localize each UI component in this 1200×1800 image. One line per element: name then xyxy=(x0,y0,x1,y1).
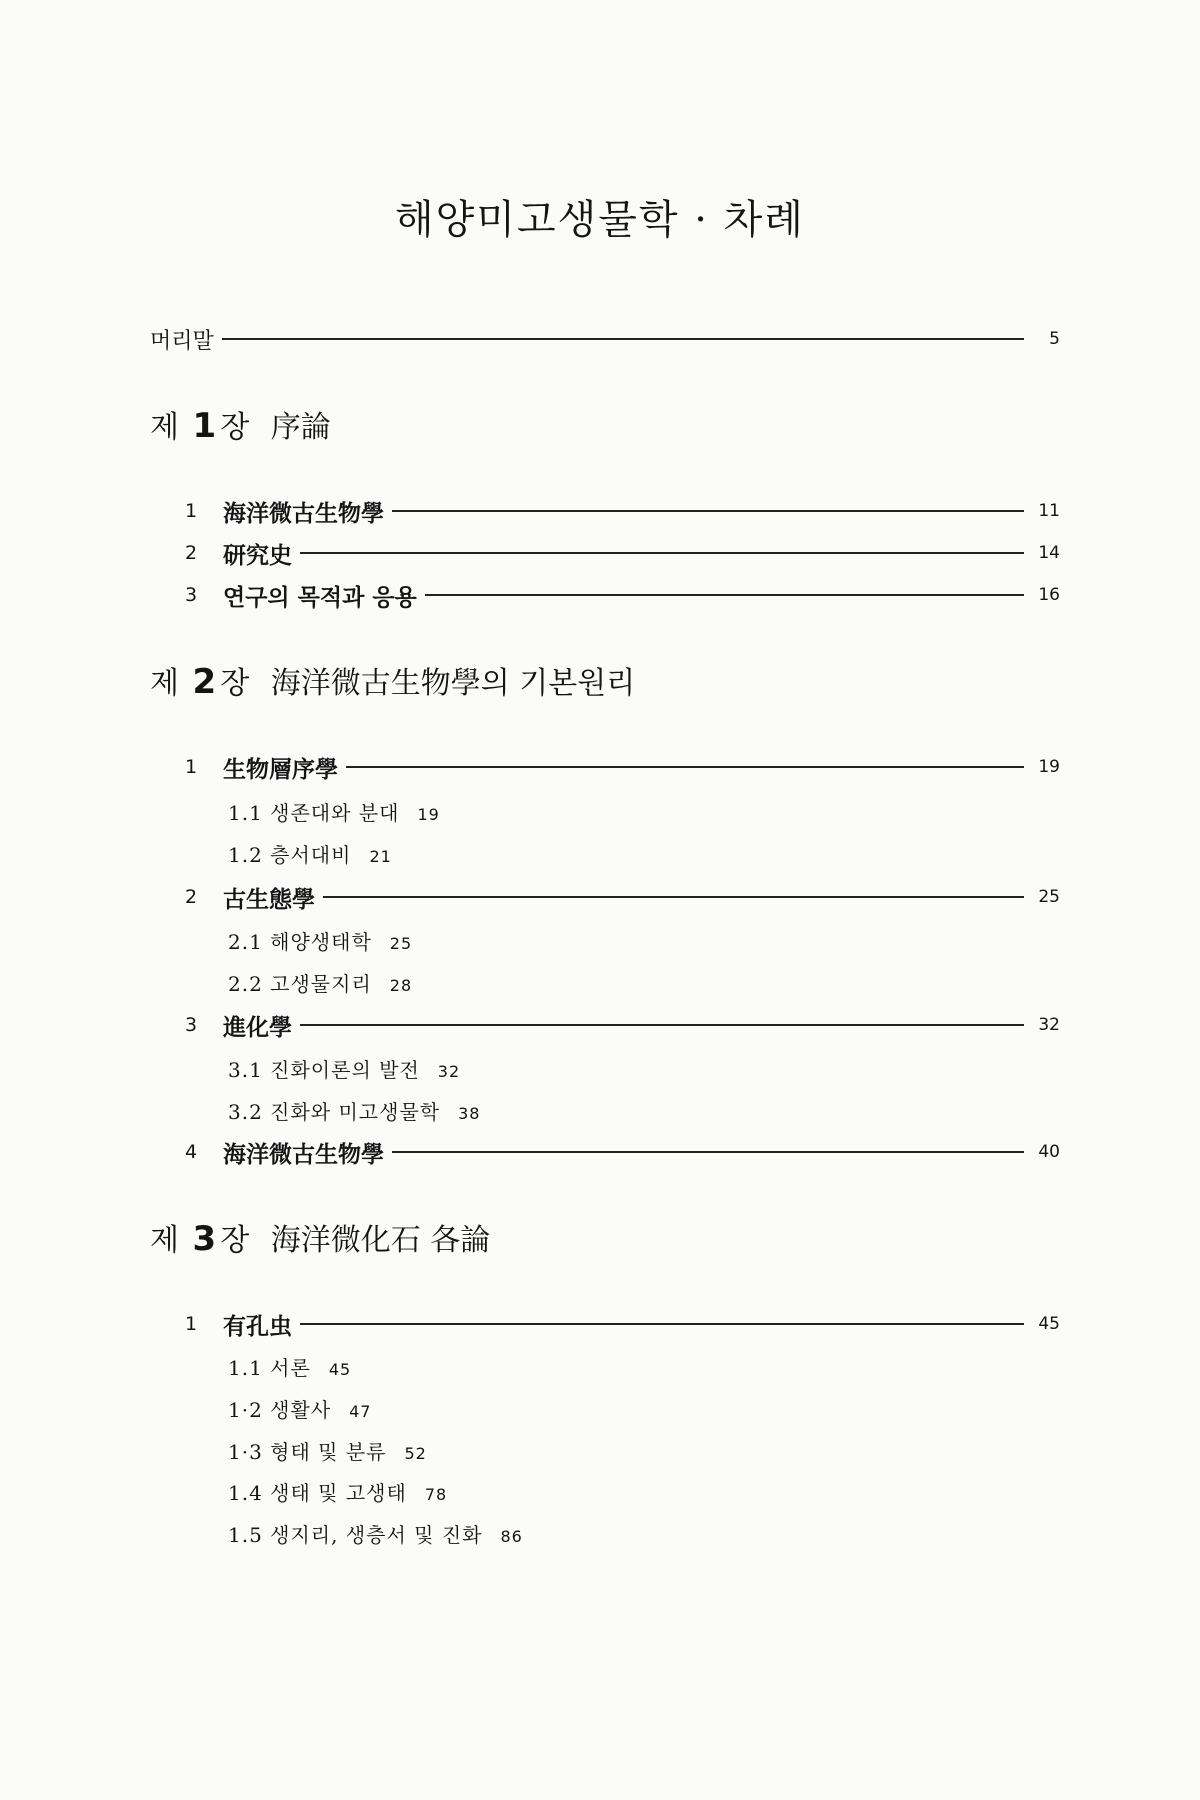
toc-entry-label: 머리말 xyxy=(150,328,214,354)
section-label: 海洋微古生物學 xyxy=(223,1141,384,1168)
subsection-label: 2.1 해양생태학 xyxy=(228,930,372,954)
page-number: 5 xyxy=(1049,329,1060,349)
dot-leader xyxy=(222,338,1024,340)
page-title: 해양미고생물학 · 차례 xyxy=(395,197,805,243)
chapter-number: 2 xyxy=(192,662,217,702)
page-number: 32 xyxy=(1038,1015,1060,1035)
chapter-prefix: 제 xyxy=(150,1223,179,1258)
section-number: 2 xyxy=(185,542,198,564)
page-number: 28 xyxy=(389,976,413,995)
toc-section[interactable] xyxy=(185,750,1060,784)
chapter-heading-3[interactable] xyxy=(150,1215,490,1259)
page-number: 14 xyxy=(1038,543,1060,563)
dot-leader xyxy=(300,1323,1024,1325)
subsection-label: 1.4 생태 및 고생태 xyxy=(228,1481,407,1505)
chapter-number: 3 xyxy=(192,1219,217,1259)
toc-subsection[interactable] xyxy=(228,839,392,868)
toc-section[interactable] xyxy=(185,494,1060,528)
page-number: 19 xyxy=(417,805,440,824)
section-number: 1 xyxy=(185,500,198,522)
page-number: 38 xyxy=(458,1104,481,1123)
chapter-number: 1 xyxy=(192,406,217,446)
toc-subsection[interactable] xyxy=(228,797,440,826)
chapter-title: 海洋微化石 各論 xyxy=(270,1223,491,1258)
subsection-label: 1·3 형태 및 분류 xyxy=(228,1440,387,1464)
toc-section[interactable] xyxy=(185,1135,1060,1169)
page-number: 45 xyxy=(328,1360,352,1379)
section-label: 연구의 목적과 응용 xyxy=(223,584,417,611)
toc-subsection[interactable] xyxy=(228,1394,371,1423)
section-number: 1 xyxy=(185,756,198,778)
page-number: 86 xyxy=(500,1527,523,1546)
dot-leader xyxy=(346,766,1024,768)
section-number: 3 xyxy=(185,1014,198,1036)
toc-entry-intro[interactable] xyxy=(150,322,1060,356)
toc-subsection[interactable] xyxy=(228,926,412,955)
subsection-label: 1·2 생활사 xyxy=(228,1398,332,1422)
section-number: 3 xyxy=(185,584,198,606)
subsection-label: 1.5 생지리, 생층서 및 진화 xyxy=(228,1523,483,1547)
section-number: 1 xyxy=(185,1313,198,1335)
subsection-label: 3.1 진화이론의 발전 xyxy=(228,1058,420,1082)
chapter-prefix: 제 xyxy=(150,666,179,701)
toc-subsection[interactable] xyxy=(228,1477,447,1506)
toc-subsection[interactable] xyxy=(228,1054,460,1083)
dot-leader xyxy=(425,594,1024,596)
toc-subsection[interactable] xyxy=(228,968,412,997)
section-number: 2 xyxy=(185,886,198,908)
dot-leader xyxy=(323,896,1024,898)
subsection-label: 3.2 진화와 미고생물학 xyxy=(228,1100,441,1124)
page-number: 45 xyxy=(1038,1314,1060,1334)
toc-subsection[interactable] xyxy=(228,1096,480,1125)
page-number: 19 xyxy=(1038,757,1060,777)
chapter-suffix: 장 xyxy=(220,1223,250,1258)
page-number: 52 xyxy=(404,1444,427,1463)
chapter-heading-1[interactable] xyxy=(150,402,331,446)
page-number: 47 xyxy=(349,1402,372,1421)
section-number: 4 xyxy=(185,1141,198,1163)
page-number: 21 xyxy=(369,847,392,866)
page-number: 25 xyxy=(389,934,413,953)
toc-subsection[interactable] xyxy=(228,1352,351,1381)
section-label: 研究史 xyxy=(223,542,292,569)
subsection-label: 1.1 생존대와 분대 xyxy=(228,801,400,825)
page-number: 16 xyxy=(1038,585,1060,605)
page-number: 78 xyxy=(424,1485,448,1504)
section-label: 古生態學 xyxy=(223,886,315,913)
dot-leader xyxy=(392,1151,1024,1153)
dot-leader xyxy=(300,552,1024,554)
page-number: 25 xyxy=(1038,887,1060,907)
chapter-heading-2[interactable] xyxy=(150,658,635,702)
toc-subsection[interactable] xyxy=(228,1519,523,1548)
toc-section[interactable] xyxy=(185,880,1060,914)
toc-section[interactable] xyxy=(185,1307,1060,1341)
toc-subsection[interactable] xyxy=(228,1436,427,1465)
chapter-title: 海洋微古生物學의 기본원리 xyxy=(270,666,636,701)
chapter-suffix: 장 xyxy=(220,410,250,445)
page-number: 32 xyxy=(437,1062,461,1081)
section-label: 海洋微古生物學 xyxy=(223,500,384,527)
dot-leader xyxy=(392,510,1024,512)
subsection-label: 1.2 층서대비 xyxy=(228,843,352,867)
toc-section[interactable] xyxy=(185,1008,1060,1042)
page-number: 40 xyxy=(1038,1142,1060,1162)
toc-section[interactable] xyxy=(185,578,1060,612)
section-label: 進化學 xyxy=(223,1014,292,1041)
chapter-title: 序論 xyxy=(270,410,331,445)
toc-section[interactable] xyxy=(185,536,1060,570)
chapter-prefix: 제 xyxy=(150,410,179,445)
section-label: 有孔虫 xyxy=(223,1313,292,1340)
subsection-label: 1.1 서론 xyxy=(228,1356,311,1380)
chapter-suffix: 장 xyxy=(220,666,250,701)
dot-leader xyxy=(300,1024,1024,1026)
section-label: 生物層序學 xyxy=(223,756,338,783)
page-number: 11 xyxy=(1038,501,1060,521)
subsection-label: 2.2 고생물지리 xyxy=(228,972,372,996)
